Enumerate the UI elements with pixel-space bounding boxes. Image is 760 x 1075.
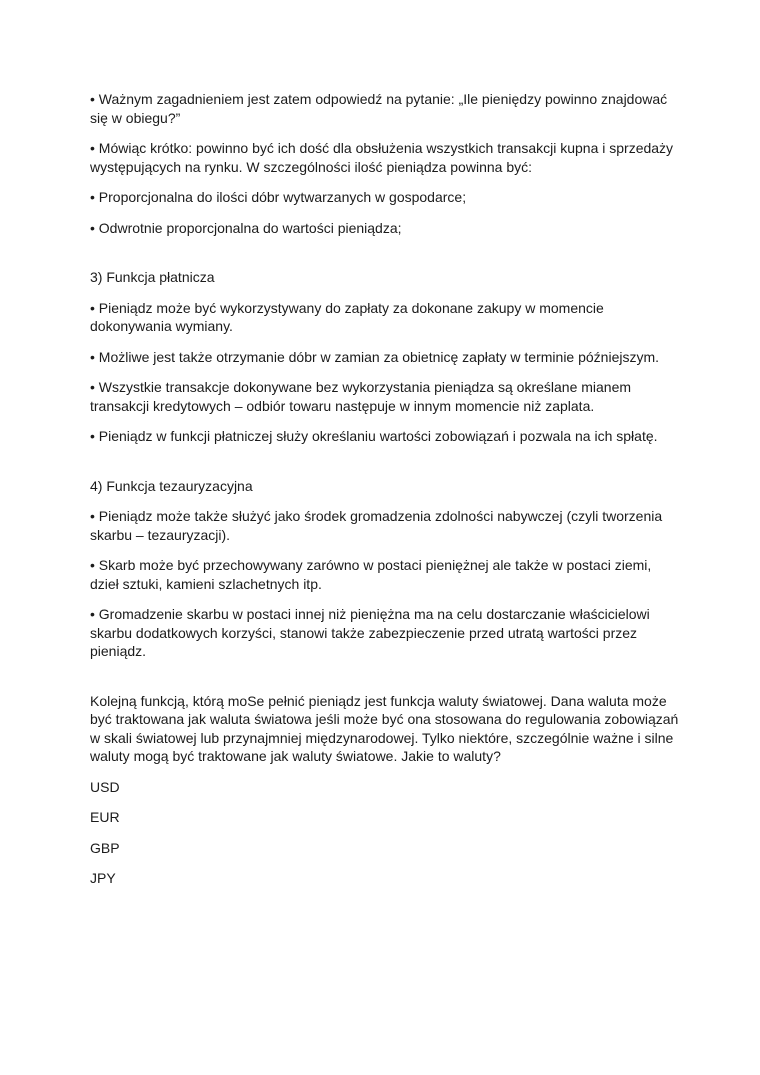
section-spacer: [90, 249, 680, 268]
section-4-heading: 4) Funkcja tezauryzacyjna: [90, 477, 253, 494]
currency-jpy: JPY: [90, 870, 116, 886]
section-3-bullet: • Wszystkie transakcje dokonywane bez wykorzystania pieniądza są określane mianem transakcji kredytowych – odbiór towaru następuje w innym momencie niż zaplata.: [90, 379, 632, 414]
currency-eur: EUR: [90, 809, 120, 825]
section-spacer: [90, 673, 680, 692]
intro-bullet: • Mówiąc krótko: powinno być ich dość dla obsłużenia wszystkich transakcji kupna i sprzedaży występujących na rynku. W szczególności ilość pieniądza powinna być:: [90, 140, 674, 175]
document-page: [90, 90, 680, 900]
section-3-bullet: • Możliwe jest także otrzymanie dóbr w zamian za obietnicę zapłaty w terminie późniejszym.: [90, 348, 660, 365]
section-3-heading: 3) Funkcja płatnicza: [90, 269, 215, 285]
closing-paragraph: Kolejną funkcją, którą moSe pełnić pieniądz jest funkcja waluty światowej. Dana waluta może być traktowana jak waluta światowa jeśli może być ona stosowana do regulowania zobowiązań w skali światowej lub przynajmniej międzynarodowej. Tylko niektóre, szczególnie ważne i silne waluty mogą być traktowane jak waluty światowe. Jakie to waluty?: [90, 692, 679, 764]
section-3-bullet: • Pieniądz może być wykorzystywany do zapłaty za dokonane zakupy w momencie dokonywania wymiany.: [90, 299, 604, 334]
section-4-bullet: • Pieniądz może także służyć jako środek gromadzenia zdolności nabywczej (czyli tworzenia skarbu – tezauryzacji).: [90, 508, 663, 543]
intro-bullet: • Proporcjonalna do ilości dóbr wytwarzanych w gospodarce;: [90, 189, 467, 205]
intro-bullet: • Odwrotnie proporcjonalna do wartości pieniądza;: [90, 219, 402, 236]
section-3-bullet: • Pieniądz w funkcji płatniczej służy określaniu wartości zobowiązań i pozwala na ich spłatę.: [90, 428, 658, 444]
section-spacer: [90, 458, 680, 477]
currency-usd: USD: [90, 778, 120, 795]
section-4-bullet: • Skarb może być przechowywany zarówno w postaci pieniężnej ale także w postaci ziemi, dzieł sztuki, kamieni szlachetnych itp.: [90, 557, 652, 592]
currency-gbp: GBP: [90, 839, 120, 856]
intro-bullet: • Ważnym zagadnieniem jest zatem odpowiedź na pytanie: „Ile pieniędzy powinno znajdować się w obiegu?”: [90, 91, 668, 126]
section-4-bullet: • Gromadzenie skarbu w postaci innej niż pieniężna ma na celu dostarczanie właścicielowi skarbu dodatkowych korzyści, stanowi także zabezpieczenie przed utratą wartości przez pieniądz.: [90, 606, 650, 659]
